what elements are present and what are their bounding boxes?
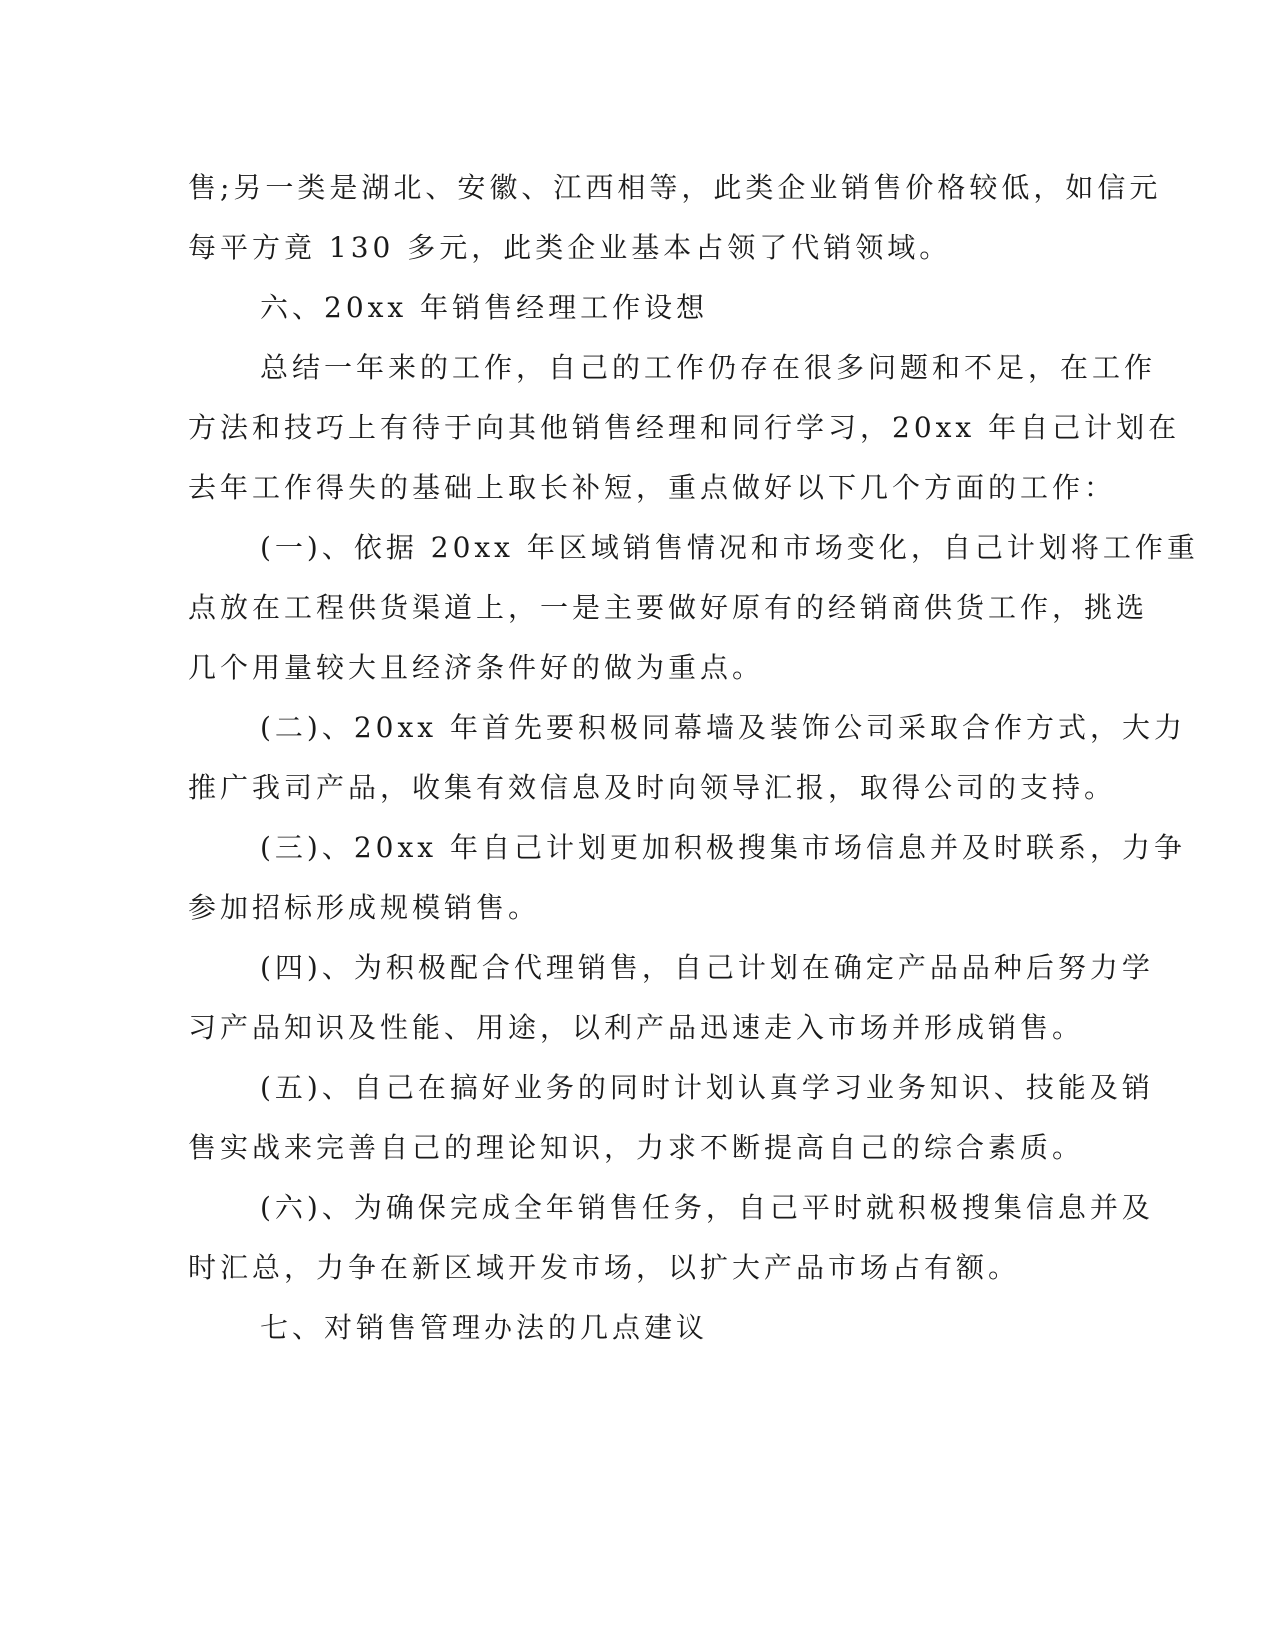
section-heading: 六、20xx 年销售经理工作设想 <box>260 291 709 324</box>
list-item-line: (四)、为积极配合代理销售，自己计划在确定产品品种后努力学 <box>260 951 1154 984</box>
list-item-line: 售实战来完善自己的理论知识，力求不断提高自己的综合素质。 <box>188 1131 1085 1164</box>
paragraph-line: 总结一年来的工作，自己的工作仍存在很多问题和不足，在工作 <box>260 351 1157 384</box>
section-heading: 七、对销售管理办法的几点建议 <box>260 1311 709 1344</box>
list-item-line: (三)、20xx 年自己计划更加积极搜集市场信息并及时联系，力争 <box>260 831 1186 864</box>
list-item-line: (六)、为确保完成全年销售任务，自己平时就积极搜集信息并及 <box>260 1191 1154 1224</box>
paragraph-line: 售;另一类是湖北、安徽、江西相等，此类企业销售价格较低，如信元 <box>188 171 1162 204</box>
paragraph-line: 每平方竟 130 多元，此类企业基本占领了代销领域。 <box>188 231 952 264</box>
list-item-line: (五)、自己在搞好业务的同时计划认真学习业务知识、技能及销 <box>260 1071 1154 1104</box>
list-item-line: 推广我司产品，收集有效信息及时向领导汇报，取得公司的支持。 <box>188 771 1117 804</box>
list-item-line: (一)、依据 20xx 年区域销售情况和市场变化，自己计划将工作重 <box>260 531 1199 564</box>
list-item-line: 点放在工程供货渠道上，一是主要做好原有的经销商供货工作，挑选 <box>188 591 1149 624</box>
list-item-line: 习产品知识及性能、用途，以利产品迅速走入市场并形成销售。 <box>188 1011 1085 1044</box>
list-item-line: 参加招标形成规模销售。 <box>188 891 541 924</box>
list-item-line: 时汇总，力争在新区域开发市场，以扩大产品市场占有额。 <box>188 1251 1021 1284</box>
paragraph-line: 方法和技巧上有待于向其他销售经理和同行学习，20xx 年自己计划在 <box>188 411 1181 444</box>
list-item-line: (二)、20xx 年首先要积极同幕墙及装饰公司采取合作方式，大力 <box>260 711 1186 744</box>
document-body <box>188 158 1199 1358</box>
list-item-line: 几个用量较大且经济条件好的做为重点。 <box>188 651 765 684</box>
paragraph-line: 去年工作得失的基础上取长补短，重点做好以下几个方面的工作： <box>188 471 1117 504</box>
